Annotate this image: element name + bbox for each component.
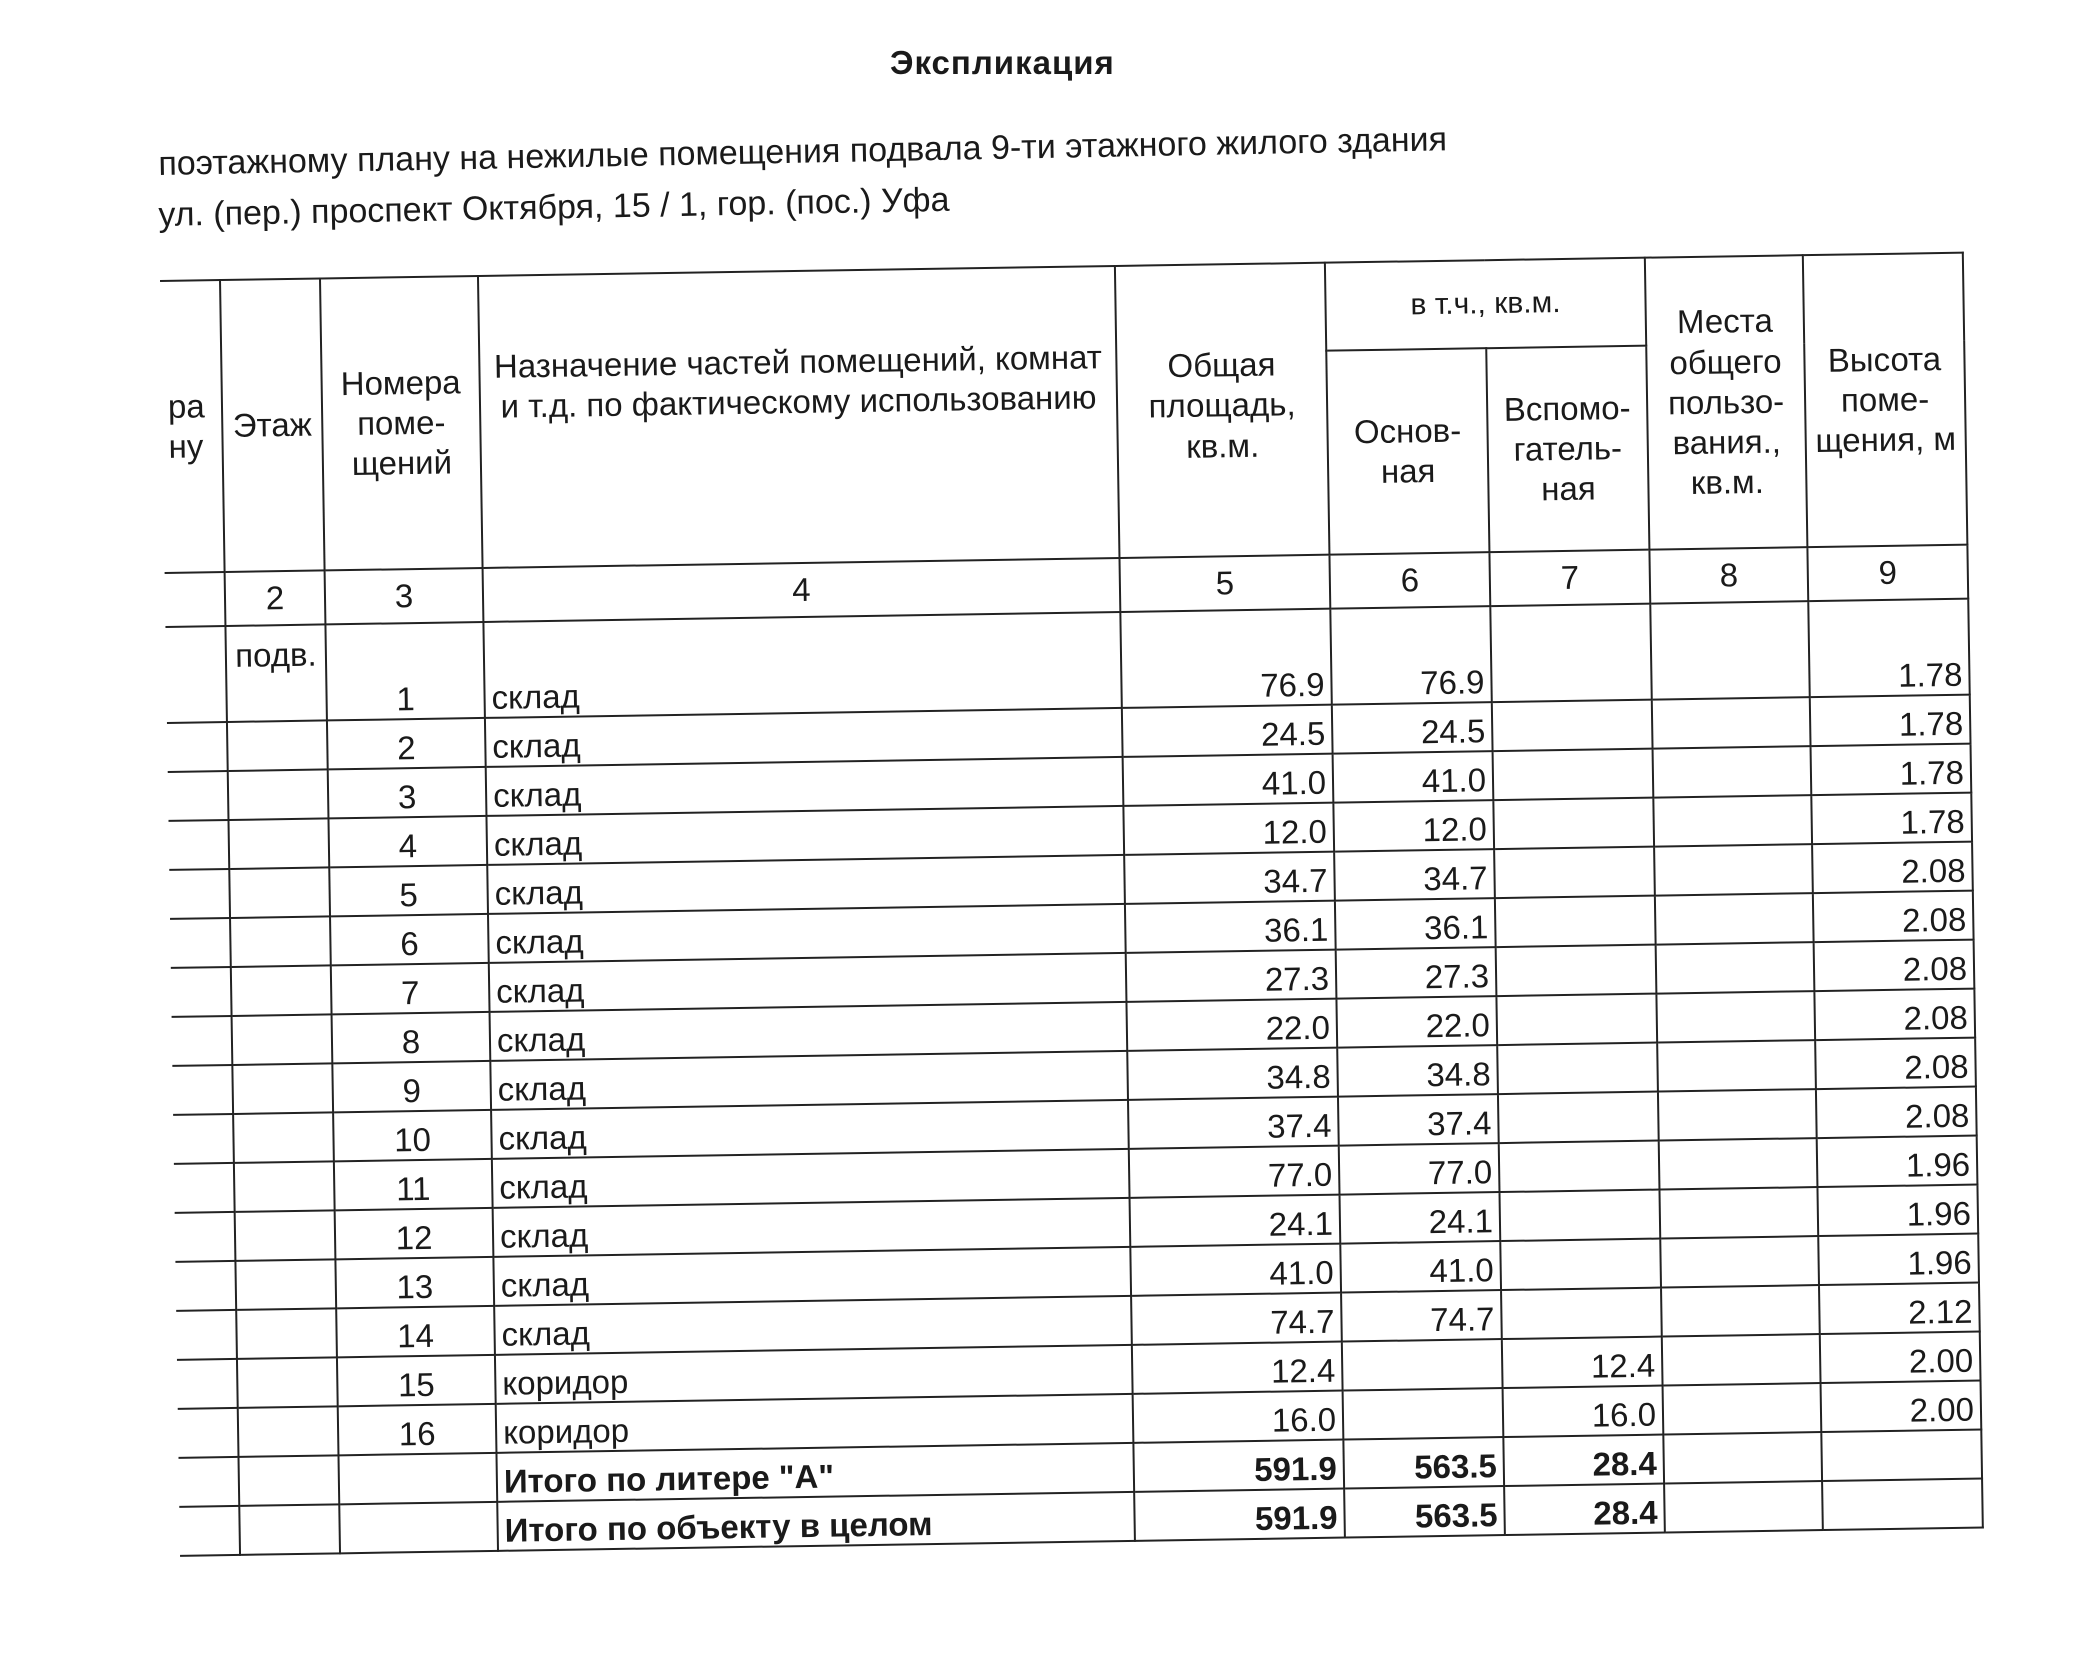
auxiliary-area: 12.4 xyxy=(1502,1337,1663,1389)
room-number: 16 xyxy=(338,1404,497,1455)
floor-cell xyxy=(235,1259,336,1310)
room-number: 15 xyxy=(337,1355,496,1406)
room-height: 2.00 xyxy=(1821,1381,1982,1433)
room-purpose: склад xyxy=(486,806,1124,865)
total-area: 16.0 xyxy=(1133,1391,1344,1443)
total-area: 41.0 xyxy=(1123,754,1334,806)
explication-sheet xyxy=(160,252,1984,1557)
room-height: 1.78 xyxy=(1810,695,1971,747)
total-area: 41.0 xyxy=(1130,1244,1341,1296)
blank-cell xyxy=(174,1163,235,1213)
blank-cell xyxy=(170,918,231,968)
floor-cell xyxy=(227,720,328,771)
auxiliary-area-sum: 28.4 xyxy=(1504,1484,1665,1536)
auxiliary-area xyxy=(1490,604,1651,703)
floor-cell xyxy=(238,1406,339,1457)
floor-cell xyxy=(235,1210,336,1261)
column-number: 2 xyxy=(225,570,326,626)
main-area: 24.1 xyxy=(1340,1192,1501,1244)
common-area xyxy=(1662,1334,1821,1385)
room-number: 3 xyxy=(328,767,487,818)
auxiliary-area: 16.0 xyxy=(1503,1386,1664,1438)
common-area xyxy=(1653,795,1812,846)
auxiliary-area xyxy=(1493,798,1654,850)
room-purpose: склад xyxy=(490,1002,1128,1061)
auxiliary-area xyxy=(1498,1092,1659,1144)
common-area-sum xyxy=(1664,1481,1823,1532)
auxiliary-area xyxy=(1493,749,1654,801)
room-height: 2.00 xyxy=(1820,1332,1981,1384)
total-area: 34.8 xyxy=(1127,1048,1338,1100)
auxiliary-area xyxy=(1499,1141,1660,1193)
header-room-numbers: Номера поме-щений xyxy=(320,276,483,570)
blank-cell xyxy=(179,1506,240,1556)
blank-cell xyxy=(179,1457,240,1507)
common-area xyxy=(1653,746,1812,797)
total-area-sum: 591.9 xyxy=(1134,1489,1345,1541)
room-height: 1.96 xyxy=(1817,1185,1978,1237)
room-purpose: склад xyxy=(491,1100,1129,1159)
common-area xyxy=(1659,1138,1818,1189)
blank-cell xyxy=(165,626,227,723)
blank-cell xyxy=(172,1065,233,1115)
main-area xyxy=(1342,1339,1503,1391)
floor-cell xyxy=(232,1014,333,1065)
common-area xyxy=(1650,601,1809,699)
auxiliary-area xyxy=(1499,1190,1660,1242)
total-label: Итого по литере "А" xyxy=(496,1443,1134,1502)
room-number: 4 xyxy=(328,816,487,867)
room-purpose: склад xyxy=(485,708,1123,767)
auxiliary-area xyxy=(1500,1239,1661,1291)
room-number: 7 xyxy=(331,963,490,1014)
auxiliary-area xyxy=(1496,945,1657,997)
header-main: Основ-ная xyxy=(1326,348,1489,554)
auxiliary-area xyxy=(1492,700,1653,752)
auxiliary-area xyxy=(1495,896,1656,948)
room-height: 2.08 xyxy=(1815,1038,1976,1090)
auxiliary-area-sum: 28.4 xyxy=(1503,1435,1664,1487)
total-area: 77.0 xyxy=(1129,1146,1340,1198)
room-height: 2.08 xyxy=(1814,940,1975,992)
common-area xyxy=(1658,1089,1817,1140)
total-area: 24.5 xyxy=(1122,705,1333,757)
main-area: 27.3 xyxy=(1336,947,1497,999)
main-area: 34.7 xyxy=(1334,849,1495,901)
common-area xyxy=(1661,1285,1820,1336)
room-purpose: коридор xyxy=(495,1345,1133,1404)
auxiliary-area xyxy=(1496,994,1657,1046)
room-number: 1 xyxy=(325,622,484,720)
room-number: 8 xyxy=(332,1012,491,1063)
floor-cell xyxy=(232,1063,333,1114)
common-area xyxy=(1659,1187,1818,1238)
main-area: 24.5 xyxy=(1332,702,1493,754)
blank-cell xyxy=(169,869,230,919)
main-area: 36.1 xyxy=(1335,898,1496,950)
room-height: 2.08 xyxy=(1814,989,1975,1041)
main-area: 41.0 xyxy=(1340,1241,1501,1293)
room-number: 13 xyxy=(335,1257,494,1308)
room-number: 12 xyxy=(335,1208,494,1259)
total-area: 27.3 xyxy=(1126,950,1337,1002)
table-body xyxy=(165,599,1982,1556)
blank-cell xyxy=(238,1455,339,1506)
common-area xyxy=(1656,942,1815,993)
main-area: 41.0 xyxy=(1333,751,1494,803)
room-number: 10 xyxy=(333,1110,492,1161)
room-purpose: склад xyxy=(493,1198,1131,1257)
main-area: 37.4 xyxy=(1338,1094,1499,1146)
room-purpose: склад xyxy=(492,1149,1130,1208)
room-height: 2.08 xyxy=(1816,1087,1977,1139)
room-number: 5 xyxy=(329,865,488,916)
room-purpose: склад xyxy=(488,904,1126,963)
explication-table xyxy=(160,252,1984,1557)
main-area: 74.7 xyxy=(1341,1290,1502,1342)
floor-cell: подв. xyxy=(225,624,326,722)
height-sum xyxy=(1822,1479,1983,1531)
column-number: 5 xyxy=(1119,555,1330,612)
floor-cell xyxy=(228,769,329,820)
room-height: 1.96 xyxy=(1818,1234,1979,1286)
subtitle-line-2: ул. (пер.) проспект Октября, 15 / 1, гор. (пос.) Уфа xyxy=(158,180,950,234)
room-purpose: склад xyxy=(489,953,1127,1012)
height-sum xyxy=(1821,1430,1982,1482)
blank-cell xyxy=(168,820,229,870)
subtitle-line-1: поэтажному плану на нежилые помещения подвала 9-ти этажного жилого здания xyxy=(158,120,1448,183)
common-area xyxy=(1655,893,1814,944)
room-purpose: склад xyxy=(487,855,1125,914)
room-number: 9 xyxy=(332,1061,491,1112)
blank-cell xyxy=(175,1212,236,1262)
header-common-areas: Места общего пользо-вания., кв.м. xyxy=(1645,255,1808,549)
column-number: 9 xyxy=(1807,545,1968,602)
blank-cell xyxy=(173,1114,234,1164)
floor-cell xyxy=(237,1357,338,1408)
total-area: 12.4 xyxy=(1132,1342,1343,1394)
header-purpose: Назначение частей помещений, комнат и т.д. по фактическому использованию xyxy=(478,266,1120,568)
main-area: 12.0 xyxy=(1333,800,1494,852)
total-area: 34.7 xyxy=(1124,852,1335,904)
total-area: 12.0 xyxy=(1123,803,1334,855)
main-area: 77.0 xyxy=(1339,1143,1500,1195)
main-area-sum: 563.5 xyxy=(1344,1486,1505,1538)
room-purpose: склад xyxy=(486,757,1124,816)
header-total-area: Общая площадь, кв.м. xyxy=(1115,263,1330,558)
common-area xyxy=(1663,1383,1822,1434)
total-area: 37.4 xyxy=(1128,1097,1339,1149)
total-area: 74.7 xyxy=(1131,1293,1342,1345)
room-height: 1.96 xyxy=(1817,1136,1978,1188)
common-area xyxy=(1656,991,1815,1042)
floor-cell xyxy=(230,916,331,967)
header-auxiliary: Вспомо-гатель-ная xyxy=(1486,346,1649,552)
main-area: 76.9 xyxy=(1330,606,1491,705)
column-number: 7 xyxy=(1489,550,1650,607)
common-area-sum xyxy=(1663,1432,1822,1483)
blank-cell xyxy=(175,1261,236,1311)
room-height: 1.78 xyxy=(1811,744,1972,796)
main-area xyxy=(1343,1388,1504,1440)
room-height: 1.78 xyxy=(1811,793,1972,845)
column-number: 8 xyxy=(1649,547,1808,603)
total-area: 24.1 xyxy=(1130,1195,1341,1247)
header-height: Высота поме-щения, м xyxy=(1803,253,1968,547)
auxiliary-area xyxy=(1501,1288,1662,1340)
room-purpose: склад xyxy=(490,1051,1128,1110)
total-label: Итого по объекту в целом xyxy=(497,1492,1135,1551)
room-purpose: склад xyxy=(493,1247,1131,1306)
header-including: в т.ч., кв.м. xyxy=(1325,258,1646,351)
table-header xyxy=(160,253,1968,627)
column-number: 3 xyxy=(325,568,484,624)
auxiliary-area xyxy=(1494,847,1655,899)
total-area: 76.9 xyxy=(1120,609,1331,708)
floor-cell xyxy=(236,1308,337,1359)
floor-cell xyxy=(231,965,332,1016)
main-area: 22.0 xyxy=(1336,996,1497,1048)
room-number: 2 xyxy=(327,718,486,769)
total-area-sum: 591.9 xyxy=(1133,1440,1344,1492)
common-area xyxy=(1652,697,1811,748)
floor-cell xyxy=(228,818,329,869)
blank-cell xyxy=(178,1408,239,1458)
header-floor: Этаж xyxy=(220,278,325,572)
blank-cell xyxy=(176,1310,237,1360)
blank-cell xyxy=(171,967,232,1017)
blank-cell xyxy=(172,1016,233,1066)
common-area xyxy=(1654,844,1813,895)
blank-cell xyxy=(239,1504,340,1555)
blank-cell xyxy=(167,722,228,772)
column-number xyxy=(165,572,226,627)
floor-cell xyxy=(229,867,330,918)
document-title: Экспликация xyxy=(890,44,1115,81)
common-area xyxy=(1660,1236,1819,1287)
blank-cell xyxy=(338,1453,497,1504)
main-area: 34.8 xyxy=(1337,1045,1498,1097)
room-height: 1.78 xyxy=(1808,599,1969,698)
common-area xyxy=(1657,1040,1816,1091)
room-height: 2.08 xyxy=(1813,891,1974,943)
floor-cell xyxy=(234,1161,335,1212)
total-area: 36.1 xyxy=(1125,901,1336,953)
column-number: 4 xyxy=(483,558,1121,622)
blank-cell xyxy=(168,771,229,821)
room-purpose: коридор xyxy=(496,1394,1134,1453)
floor-cell xyxy=(233,1112,334,1163)
room-purpose: склад xyxy=(494,1296,1132,1355)
room-purpose: склад xyxy=(483,612,1121,718)
total-area: 22.0 xyxy=(1126,999,1337,1051)
main-area-sum: 563.5 xyxy=(1343,1437,1504,1489)
blank-cell xyxy=(177,1359,238,1409)
header-col1: ра ну xyxy=(160,280,225,573)
room-number: 11 xyxy=(334,1159,493,1210)
column-number: 6 xyxy=(1329,552,1490,609)
room-number: 14 xyxy=(336,1306,495,1357)
room-height: 2.08 xyxy=(1812,842,1973,894)
room-number: 6 xyxy=(330,914,489,965)
blank-cell xyxy=(339,1502,498,1553)
room-height: 2.12 xyxy=(1819,1283,1980,1335)
auxiliary-area xyxy=(1497,1043,1658,1095)
